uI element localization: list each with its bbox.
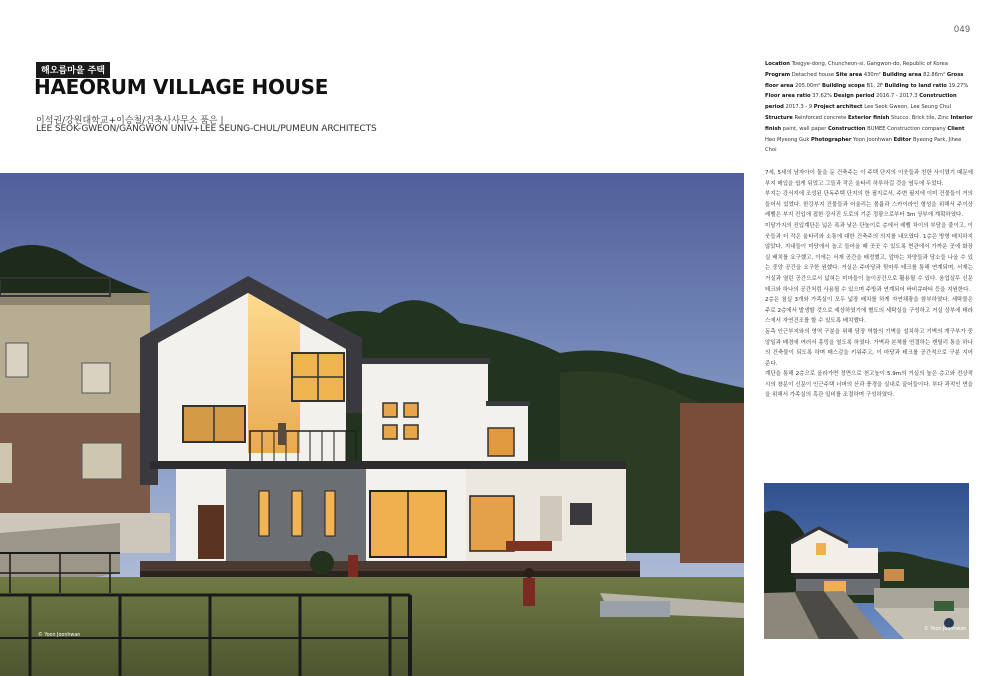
info-label: Editor	[893, 136, 912, 143]
house-side-photo	[764, 483, 969, 639]
info-value: Lee Seok Gweon, Lee Seung Chul	[864, 104, 952, 111]
info-label: Program	[765, 71, 791, 78]
body-paragraph: 동측 인근부지와의 영역 구분을 위해 담장 역할의 기벽을 설치하고 기벽의 개구부가 중앙일과 배경에 여러서 흥밍을 열도록 하였다. 가벽과 본체를 연결하는 캔틸리 통을 하나의 건축물이 되도록 하며 매스감을 키워주고, 이 마당과 테크를 공간적으로 구분 지어 준다.	[765, 328, 973, 367]
info-label: Floor area ratio	[765, 93, 811, 100]
info-value: 2017.3 - 9	[785, 104, 813, 111]
page-number: 049	[954, 24, 971, 34]
secondary-photo	[764, 483, 969, 639]
info-value: Yoon Joonhwan	[853, 136, 892, 143]
project-info	[765, 59, 973, 156]
info-label: Interior finish	[765, 114, 973, 132]
section-kicker: 해오름마을 주택	[36, 62, 110, 78]
info-label: Gross floor area	[765, 71, 964, 89]
info-value: BUMEE Construction company	[867, 125, 946, 132]
info-value: paint, wall paper	[782, 125, 827, 132]
info-value: Toegye-dong, Chuncheon-si, Gangwon-do, Republic of Korea	[791, 61, 948, 67]
info-value: 2016.7 - 2017.3	[876, 93, 918, 100]
byline-english: LEE SEOK-GWEON/GANGWON UNIV+LEE SEUNG-CHUL/PUMEUN ARCHITECTS	[36, 124, 377, 134]
body-paragraph: 부지는 강서지에 조성된 단독주택 단지의 한 필지로서, 주변 필지에 이미 건물들이 거의 들어서 있었다. 한강부지 건물들과 어울리는 볼륨과 스카이라인 형성을 위해서 주이상 레벨은 부지 진입에 접한 강서진 도로의 기준 정광으로부터 3m 상부에 계획하였다.	[765, 191, 973, 219]
info-label: Structure	[765, 114, 793, 121]
info-label: Building area	[882, 71, 922, 78]
info-value: B1, 2F	[866, 82, 884, 89]
info-value: 430m²	[863, 71, 881, 78]
info-value: 37.62%	[812, 93, 833, 100]
byline-korean: 이석권/강원대학교+이승철/건축사사무소 품은 |	[36, 116, 224, 126]
page-title: HAEORUM VILLAGE HOUSE	[34, 75, 329, 99]
main-photo-credit: © Yoon Joonhwan	[38, 633, 81, 638]
body-paragraph: 7세, 5세의 남자아이 둘을 둔 건축주는 이 주택 단지의 이웃들과 친한 사이였기 때문에 부지 매입을 쉽게 뒤었고 그들과 작은 울타리 하루하길 것을 염두에 두었다.	[765, 170, 973, 187]
article-body	[765, 168, 973, 466]
info-value: Heo Myeong Guk	[765, 136, 810, 143]
body-paragraph: 2층은 침실 3개와 가족실이 모두 넓장 배치를 하게 자연채광을 함부하였다. 세탁물은 주로 2층에서 발생할 것으로 예상하였기에 별도의 세탁실을 구성하고 거실 상부에 테라스에서 자연건조를 할 수 있도록 배치했다.	[765, 297, 973, 325]
info-label: Construction	[828, 125, 866, 132]
info-label: Building to land ratio	[884, 82, 947, 89]
house-exterior-photo	[0, 173, 744, 676]
info-label: Design period	[833, 93, 875, 100]
info-label: Location	[765, 61, 790, 67]
info-label: Photographer	[811, 136, 852, 143]
info-label: Client	[947, 125, 965, 132]
info-value: Detached house	[791, 71, 835, 78]
info-value: 205.00m²	[795, 82, 821, 89]
secondary-photo-credit: © Yoon Joonhwan	[924, 627, 967, 632]
info-label: Construction period	[765, 93, 957, 111]
info-label: Project architect	[813, 104, 863, 111]
info-label: Site area	[835, 71, 863, 78]
info-value: Stucco, Brick tile, Zinc	[890, 114, 949, 121]
info-value: Byeong Park, Jihee Choi	[765, 136, 962, 154]
info-value: Reinforced concrete	[794, 114, 847, 121]
info-value: 82.86m²	[923, 71, 946, 78]
info-label: Building scope	[822, 82, 865, 89]
body-paragraph: 계단을 통해 2층으로 올라가면 정면으로 천고높이 5.9m의 거실의 높은 층고와 전상적시의 창문이 신문이 인근주택 너머의 산과 풍경을 실내로 끌어들이다. 부다 곽적인 면을을 위해서 가족실의 흑관 일비를 조절하며 구성하였다.	[765, 371, 973, 399]
main-photo	[0, 173, 744, 676]
info-value: 19.27%	[948, 82, 969, 89]
body-paragraph: 미달가지의 진입계단은 넓은 폭과 낮은 단높이로 층에서 레벨 차이의 부담을 줄이고, 이웃들과 더 작은 울타리와 소통에 대한 건축주의 의지를 내오였다. 1층은 방형 배치하지 않았다. 지내들이 미당에서 놀고 들어올 때 곳곳 수 있도록 현관에서 가까운 곳에 화장실 배치를 요구했고, 이에는 서재 공간을 배정했고, 앞마는 차양들과 당소들 나올 수 있는 중앙 공간을 요구한 원했다. 거실은 주마당과 뒷마루 테크를 통해 연계되며, 서재는 거실과 열린 공간으로서 넓혀는 미마들이 놀이공간으로 활용될 수 있다. 움업실무 신문 테크와 하나의 공간처럼 사용될 수 있으며 주방과 연계되어 바비큐파티 등을 지원한다.	[765, 222, 973, 293]
info-label: Exterior finish	[848, 114, 890, 121]
